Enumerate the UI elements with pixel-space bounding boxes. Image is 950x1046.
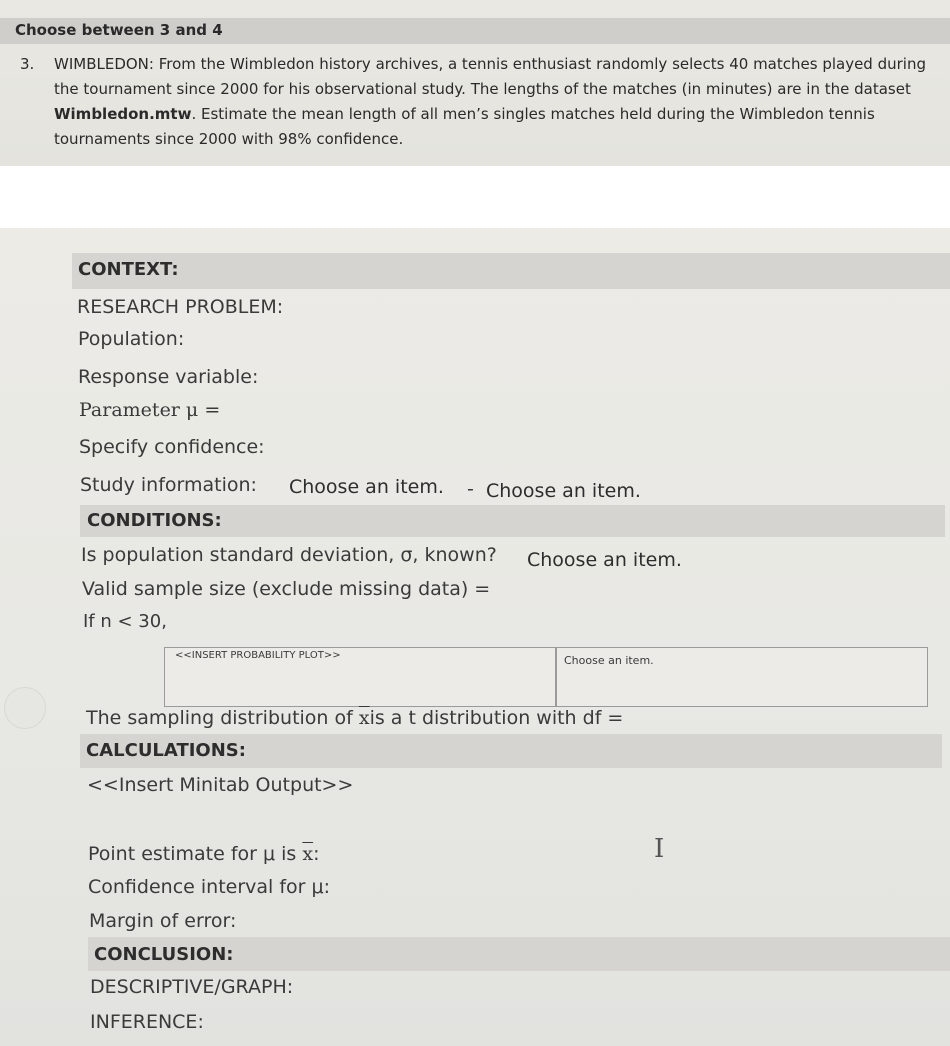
normality-dropdown[interactable]: Choose an item. <box>564 654 654 667</box>
page-header: Choose between 3 and 4 <box>15 21 223 39</box>
faint-margin-mark <box>4 687 46 729</box>
calculations-heading: CALCULATIONS: <box>86 740 246 761</box>
question-text: WIMBLEDON: From the Wimbledon history archives, a tennis enthusiast randomly selects 40 matches played during the tournament since 2000 for his observational study. The lengths of the matches (in minutes) are in the dataset Wimbledon.mtw. Estimate the mean length of all men’s singles matches held during the Wimbledon tennis tournaments since 2000 with 98% confidence. <box>54 55 926 148</box>
insert-probability-plot-placeholder[interactable]: <<INSERT PROBABILITY PLOT>> <box>175 650 341 661</box>
question-number: 3. <box>20 55 35 73</box>
margin-of-error-label[interactable]: Margin of error: <box>89 910 237 932</box>
descriptive-graph-label[interactable]: DESCRIPTIVE/GRAPH: <box>90 976 294 998</box>
sigma-known-question: Is population standard deviation, σ, known? <box>81 544 497 566</box>
context-band <box>72 253 950 289</box>
study-separator: - <box>467 478 474 500</box>
research-problem-label[interactable]: RESEARCH PROBLEM: <box>77 296 284 318</box>
x-bar-symbol: $\overline{x}$ <box>302 843 314 865</box>
context-heading: CONTEXT: <box>78 259 179 280</box>
probability-plot-table <box>164 647 928 707</box>
conclusion-heading: CONCLUSION: <box>94 944 234 965</box>
response-variable-label[interactable]: Response variable: <box>78 366 259 388</box>
sigma-known-dropdown[interactable]: Choose an item. <box>527 549 682 571</box>
table-divider <box>555 648 557 706</box>
if-n-label: If n < 30, <box>83 611 167 632</box>
insert-minitab-output-placeholder[interactable]: <<Insert Minitab Output>> <box>87 774 354 796</box>
x-bar-symbol: $\overline{x}$ <box>358 707 370 729</box>
dataset-name: Wimbledon.mtw <box>54 105 192 123</box>
conditions-heading: CONDITIONS: <box>87 510 222 531</box>
sampling-distribution-label[interactable]: The sampling distribution of $\overline{x}is$ a t distribution with df = <box>86 707 624 729</box>
point-estimate-label[interactable]: Point estimate for μ is $\overline{x}$: <box>88 843 320 865</box>
study-design-dropdown[interactable]: Choose an item. <box>289 476 444 498</box>
parameter-label[interactable]: Parameter μ = <box>79 399 221 421</box>
study-information-label: Study information: <box>80 474 257 496</box>
valid-sample-size-label[interactable]: Valid sample size (exclude missing data) = <box>82 578 491 600</box>
specify-confidence-label[interactable]: Specify confidence: <box>79 436 265 458</box>
confidence-interval-label[interactable]: Confidence interval for μ: <box>88 876 330 898</box>
study-type-dropdown[interactable]: Choose an item. <box>486 480 641 502</box>
text-cursor-icon: I <box>654 834 665 864</box>
inference-label[interactable]: INFERENCE: <box>90 1011 204 1033</box>
population-label[interactable]: Population: <box>78 328 185 350</box>
